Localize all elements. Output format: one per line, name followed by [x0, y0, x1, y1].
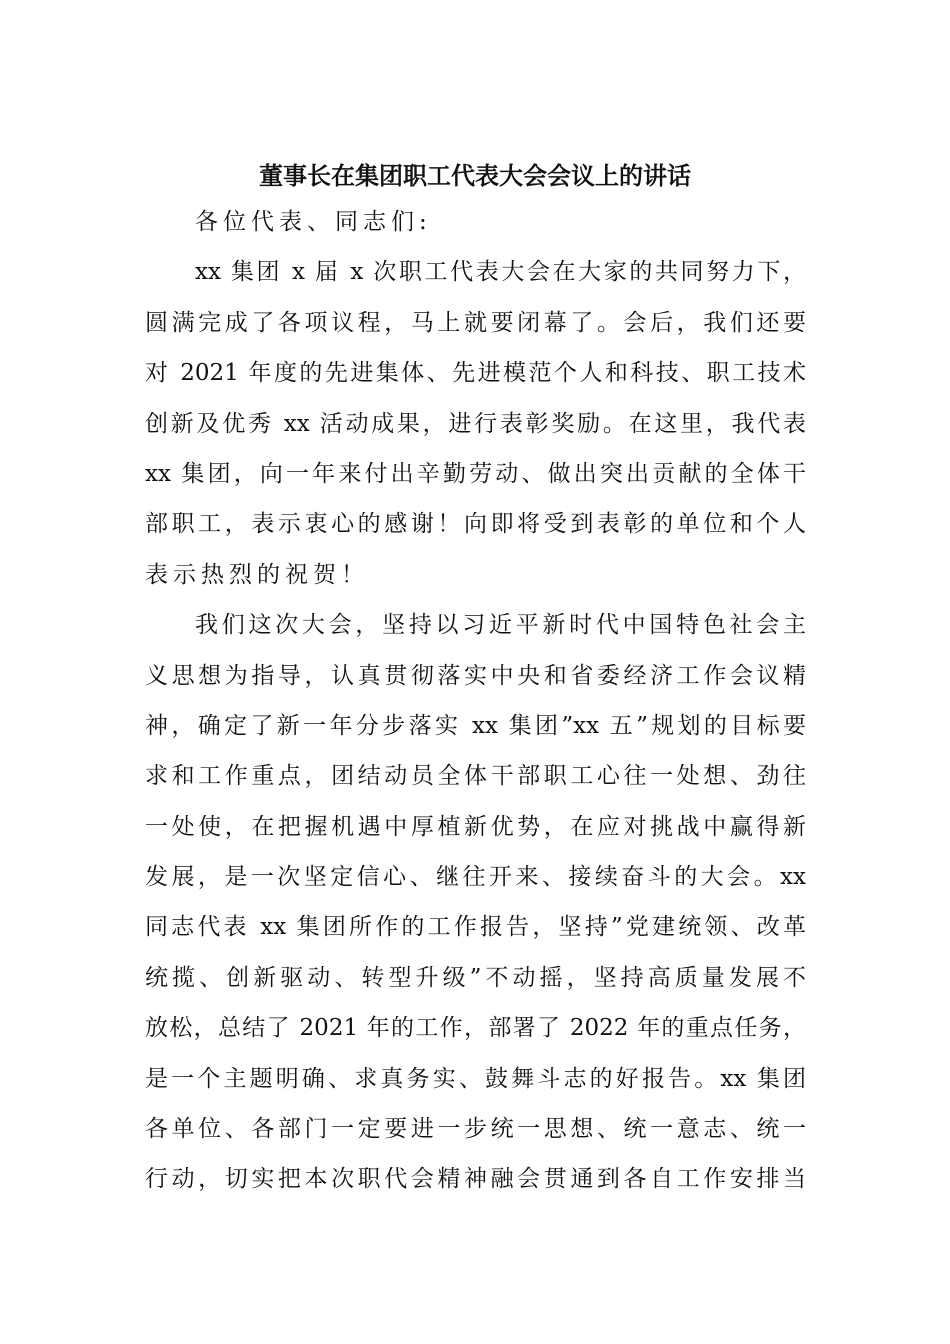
paragraph-line: 部职工，表示衷心的感谢！向即将受到表彰的单位和个人	[145, 511, 806, 538]
paragraph-line: 求和工作重点，团结动员全体干部职工心往一处想、劲往	[145, 763, 806, 790]
paragraph-line: 表示热烈的祝贺！	[145, 561, 369, 588]
paragraph-2	[145, 600, 806, 1205]
paragraph-line: xx 集团 x 届 x 次职工代表大会在大家的共同努力下，	[195, 259, 806, 286]
document-body	[145, 197, 806, 1205]
paragraph-line: 各单位、各部门一定要进一步统一思想、统一意志、统一	[145, 1116, 806, 1143]
paragraph-line: 同志代表 xx 集团所作的工作报告，坚持”党建统领、改革	[145, 914, 806, 941]
paragraph-line: xx 集团，向一年来付出辛勤劳动、做出突出贡献的全体干	[145, 460, 806, 487]
greeting: 各位代表、同志们:	[195, 209, 432, 235]
paragraph-line: 圆满完成了各项议程，马上就要闭幕了。会后，我们还要	[145, 309, 806, 336]
document-title: 董事长在集团职工代表大会会议上的讲话	[259, 161, 691, 190]
paragraph-line: 放松，总结了 2021 年的工作，部署了 2022 年的重点任务，	[145, 1015, 806, 1042]
paragraph-line: 一处使，在把握机遇中厚植新优势，在应对挑战中赢得新	[145, 813, 806, 840]
paragraph-line: 义思想为指导，认真贯彻落实中央和省委经济工作会议精	[145, 662, 806, 689]
paragraph-line: 神，确定了新一年分步落实 xx 集团”xx 五”规划的目标要	[145, 712, 806, 739]
paragraph-line: 是一个主题明确、求真务实、鼓舞斗志的好报告。xx 集团	[145, 1065, 806, 1092]
paragraph-line: 发展，是一次坚定信心、继往开来、接续奋斗的大会。xx	[145, 864, 806, 891]
paragraph-line: 统揽、创新驱动、转型升级”不动摇，坚持高质量发展不	[145, 964, 806, 991]
paragraph-line: 创新及优秀 xx 活动成果，进行表彰奖励。在这里，我代表	[145, 410, 806, 437]
paragraph-line: 行动，切实把本次职代会精神融会贯通到各自工作安排当	[145, 1166, 806, 1193]
paragraph-line: 对 2021 年度的先进集体、先进模范个人和科技、职工技术	[145, 360, 806, 387]
paragraph-1	[145, 247, 806, 600]
paragraph-line: 我们这次大会，坚持以习近平新时代中国特色社会主	[195, 612, 806, 639]
